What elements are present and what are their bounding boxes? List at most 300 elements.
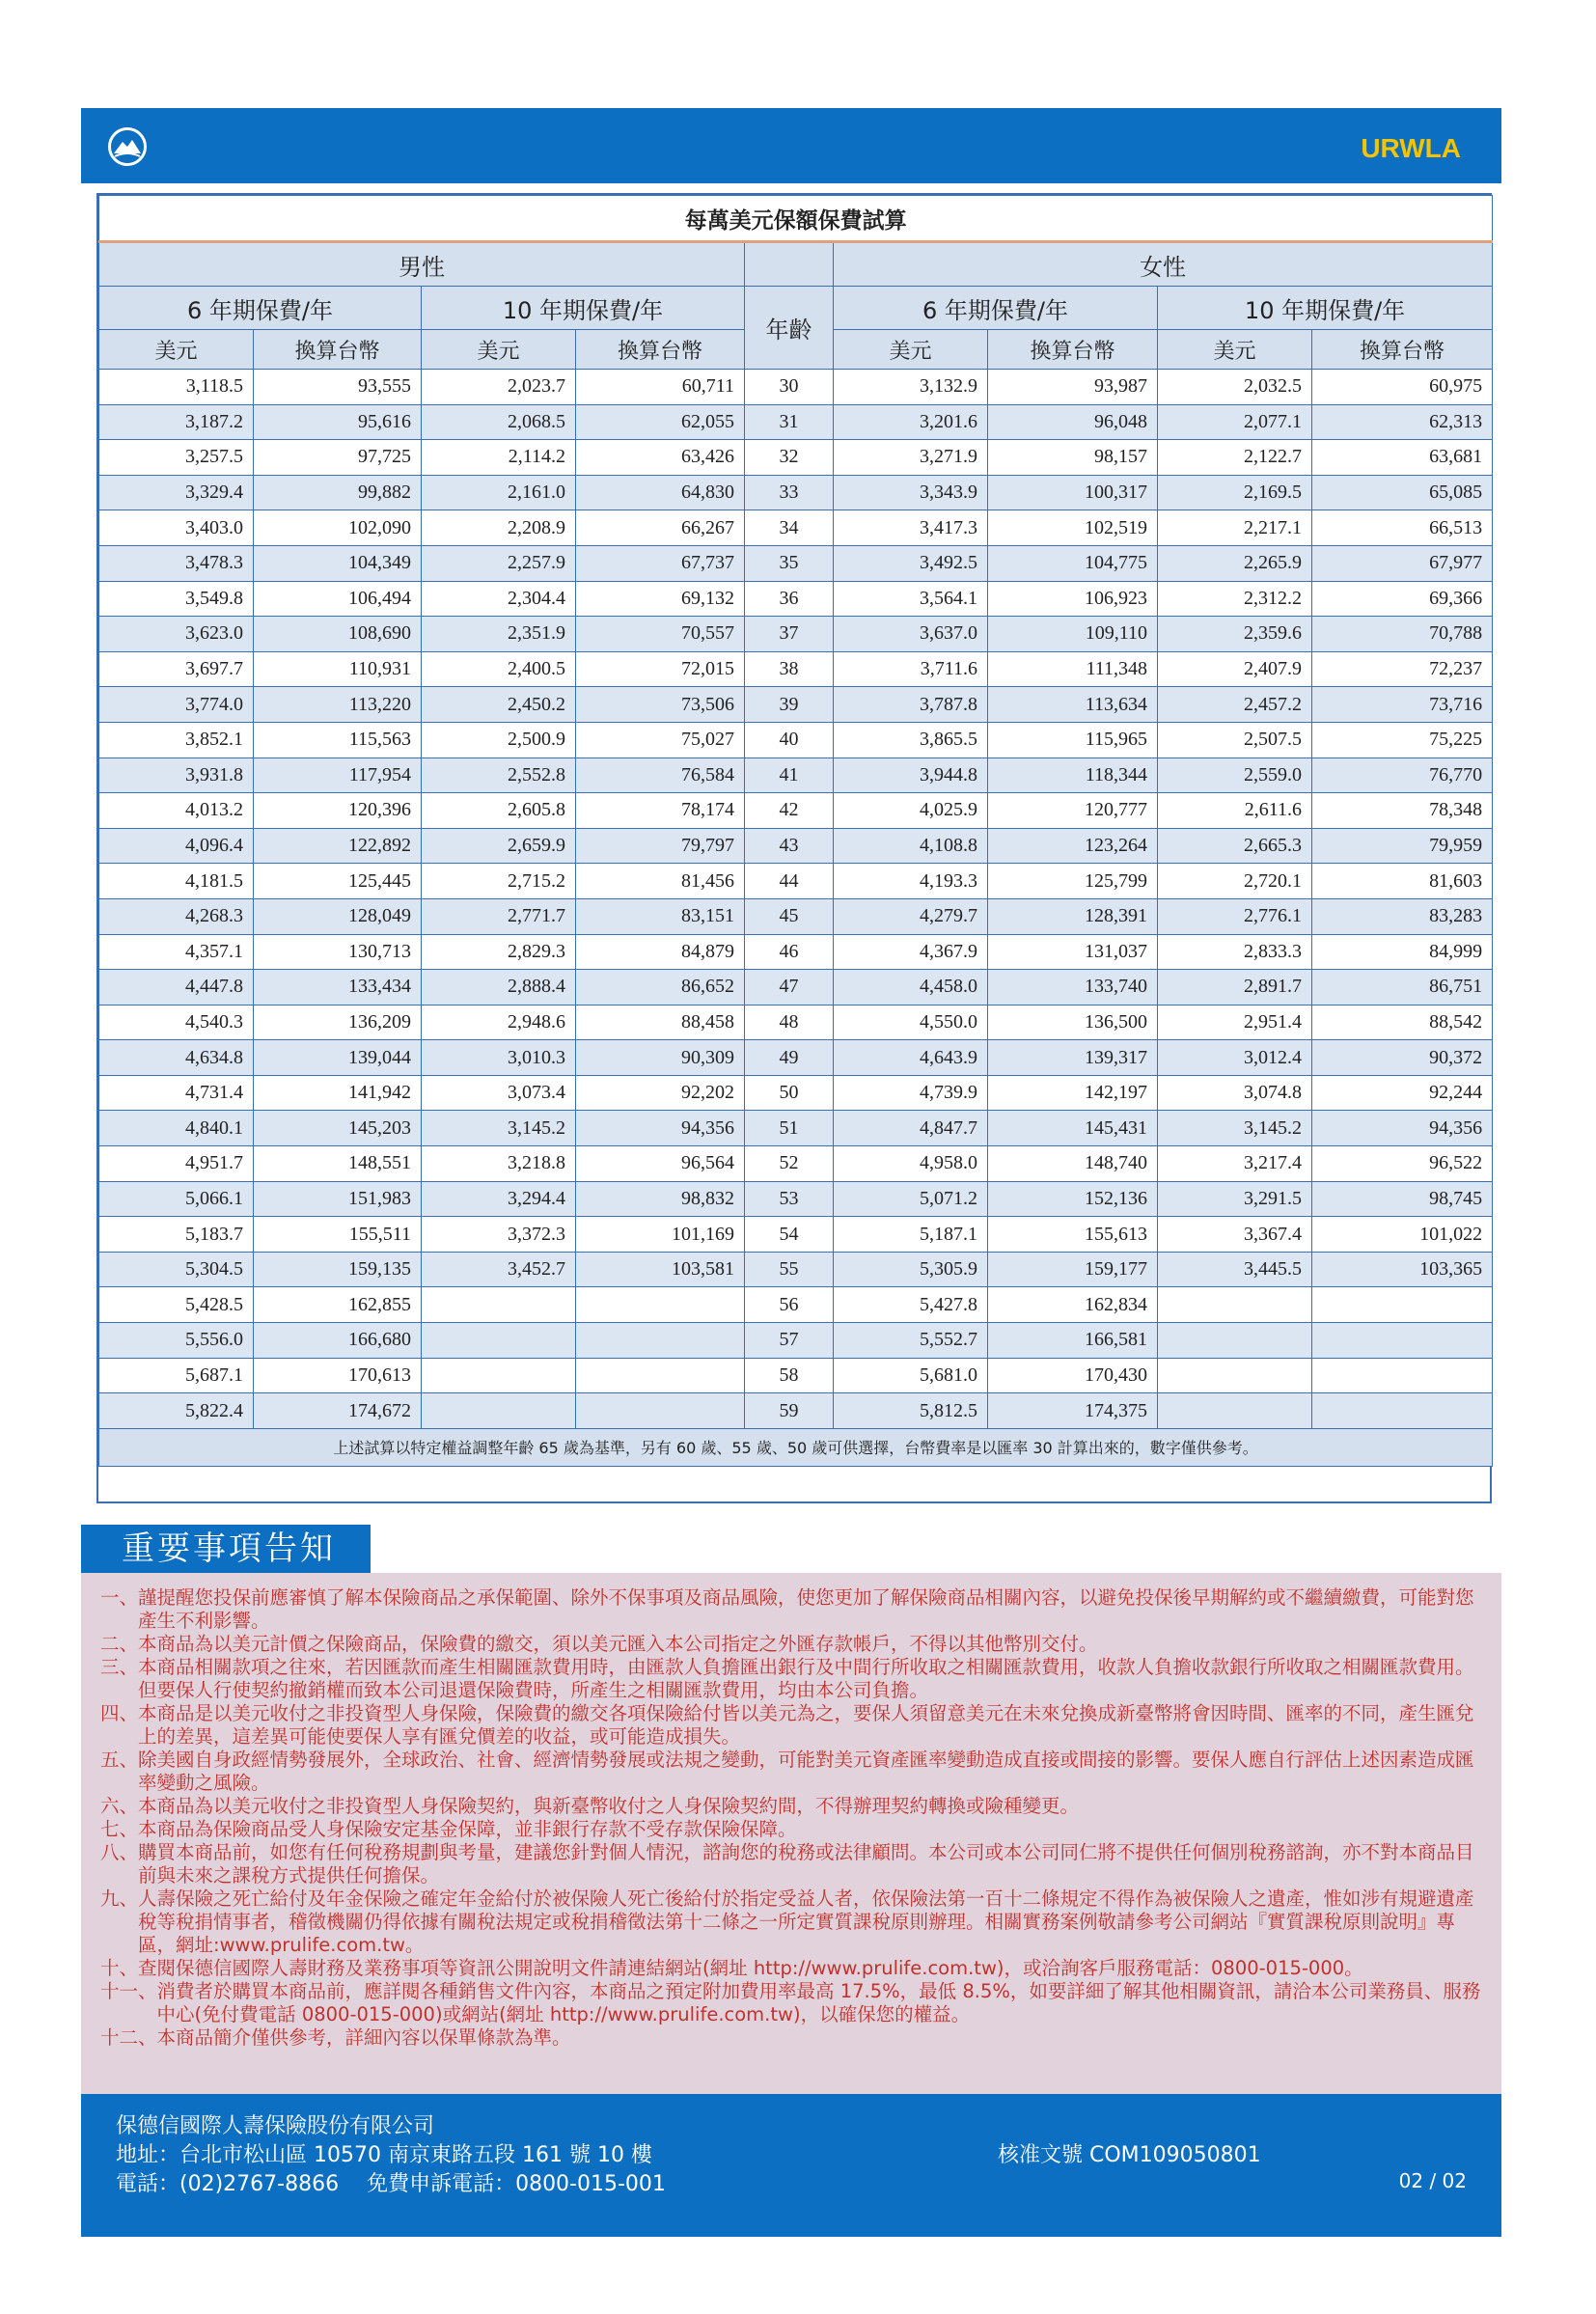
rate-cell: 155,613	[988, 1217, 1158, 1253]
rate-cell: 4,013.2	[99, 793, 254, 829]
age-header: 年齡	[745, 287, 834, 370]
rate-cell: 81,603	[1312, 864, 1493, 899]
rate-cell: 152,136	[988, 1181, 1158, 1217]
table-row	[99, 581, 1493, 617]
rate-cell: 4,268.3	[99, 898, 254, 934]
rate-cell: 3,187.2	[99, 404, 254, 440]
age-cell: 53	[745, 1181, 834, 1217]
rate-cell: 3,201.6	[834, 404, 988, 440]
age-cell: 37	[745, 617, 834, 652]
age-cell: 55	[745, 1252, 834, 1287]
rate-cell: 3,417.3	[834, 510, 988, 546]
notice-item-text: 本商品簡介僅供參考，詳細內容以保單條款為準。	[156, 2026, 571, 2049]
rate-cell: 111,348	[988, 651, 1158, 687]
rate-cell: 4,739.9	[834, 1075, 988, 1111]
female-term10-header: 10 年期保費/年	[1158, 287, 1493, 330]
table-note: 上述試算以特定權益調整年齡 65 歲為基準，另有 60 歲、55 歲、50 歲可供選擇，台幣費率是以匯率 30 計算出來的，數字僅供參考。	[99, 1428, 1493, 1466]
rate-cell: 2,450.2	[422, 687, 576, 723]
rate-cell: 69,132	[576, 581, 745, 617]
rate-cell: 2,161.0	[422, 475, 576, 510]
female-term6-header: 6 年期保費/年	[834, 287, 1158, 330]
col-twd: 換算台幣	[1312, 330, 1493, 370]
rate-cell: 3,549.8	[99, 581, 254, 617]
approval-number: 核准文號 COM109050801	[998, 2143, 1261, 2167]
age-cell: 34	[745, 510, 834, 546]
rate-cell: 145,203	[254, 1111, 422, 1146]
rate-cell: 170,613	[254, 1358, 422, 1393]
rate-cell: 5,305.9	[834, 1252, 988, 1287]
rate-cell: 104,349	[254, 545, 422, 581]
rate-cell: 5,681.0	[834, 1358, 988, 1393]
notice-item	[100, 1586, 1482, 1633]
rate-cell: 3,445.5	[1158, 1252, 1312, 1287]
rate-cell: 145,431	[988, 1111, 1158, 1146]
age-cell: 52	[745, 1146, 834, 1182]
rate-cell: 63,426	[576, 440, 745, 476]
rate-cell: 83,283	[1312, 898, 1493, 934]
notice-item	[100, 1818, 1482, 1841]
rate-cell: 70,557	[576, 617, 745, 652]
rate-cell: 3,478.3	[99, 545, 254, 581]
rate-cell: 4,447.8	[99, 970, 254, 1005]
notice-title: 重要事項告知	[81, 1525, 371, 1573]
rate-cell	[1158, 1323, 1312, 1359]
rate-cell: 101,022	[1312, 1217, 1493, 1253]
rate-cell: 63,681	[1312, 440, 1493, 476]
rate-cell: 139,044	[254, 1040, 422, 1076]
notice-item-text: 人壽保險之死亡給付及年金保險之確定年金給付於被保險人死亡後給付於指定受益人者，依保險法第一百十二條規定不得作為被保險人之遺產，惟如涉有規避遺產稅等稅捐情事者，稽徵機關仍得依據有關稅法規定或稅捐稽徵法第十二條之一所定實質課稅原則辦理。相關實務案例敬請參考公司網站『實質課稅原則說明』專區，網址:www.prulife.com.tw。	[138, 1887, 1474, 1956]
age-cell: 49	[745, 1040, 834, 1076]
rate-cell: 2,507.5	[1158, 722, 1312, 758]
male-term10-header: 10 年期保費/年	[422, 287, 745, 330]
age-cell: 51	[745, 1111, 834, 1146]
rate-cell: 2,833.3	[1158, 934, 1312, 970]
rate-cell: 148,740	[988, 1146, 1158, 1182]
table-row	[99, 1217, 1493, 1253]
age-cell: 38	[745, 651, 834, 687]
product-code: URWLA	[1361, 133, 1461, 163]
table-row	[99, 898, 1493, 934]
rate-cell: 5,428.5	[99, 1287, 254, 1323]
notice-item-number: 十一、	[100, 1980, 157, 2002]
rate-cell	[422, 1393, 576, 1429]
rate-cell: 2,611.6	[1158, 793, 1312, 829]
table-row	[99, 404, 1493, 440]
rate-cell: 4,634.8	[99, 1040, 254, 1076]
rate-cell: 166,680	[254, 1323, 422, 1359]
rate-cell: 76,584	[576, 758, 745, 793]
rate-cell: 103,365	[1312, 1252, 1493, 1287]
rate-cell: 122,892	[254, 828, 422, 864]
notice-item	[100, 1633, 1482, 1656]
rate-cell: 4,550.0	[834, 1005, 988, 1040]
rate-cell: 65,085	[1312, 475, 1493, 510]
notice-item	[100, 1656, 1482, 1702]
notice-item-number: 八、	[100, 1841, 139, 1863]
rate-cell: 2,605.8	[422, 793, 576, 829]
rate-cell: 3,865.5	[834, 722, 988, 758]
rate-cell: 151,983	[254, 1181, 422, 1217]
notice-item-number: 四、	[100, 1702, 139, 1724]
rate-cell: 104,775	[988, 545, 1158, 581]
notice-box	[81, 1573, 1501, 2094]
rate-cell: 128,049	[254, 898, 422, 934]
table-row	[99, 545, 1493, 581]
table-row	[99, 651, 1493, 687]
notice-item-text: 本商品為保險商品受人身保險安定基金保障，並非銀行存款不受存款保險保障。	[138, 1818, 797, 1840]
age-cell: 31	[745, 404, 834, 440]
table-row	[99, 1393, 1493, 1429]
rate-cell: 3,073.4	[422, 1075, 576, 1111]
rate-cell: 4,731.4	[99, 1075, 254, 1111]
notice-item-number: 十、	[100, 1957, 139, 1979]
table-row	[99, 1358, 1493, 1393]
rate-cell: 3,343.9	[834, 475, 988, 510]
rate-cell: 3,564.1	[834, 581, 988, 617]
rate-cell: 106,923	[988, 581, 1158, 617]
col-twd: 換算台幣	[254, 330, 422, 370]
rate-cell	[576, 1287, 745, 1323]
rate-cell: 88,458	[576, 1005, 745, 1040]
age-cell: 59	[745, 1393, 834, 1429]
rate-cell: 79,959	[1312, 828, 1493, 864]
rate-cell: 141,942	[254, 1075, 422, 1111]
male-header: 男性	[99, 242, 745, 287]
rate-cell: 110,931	[254, 651, 422, 687]
rate-cell: 79,797	[576, 828, 745, 864]
rate-cell: 2,351.9	[422, 617, 576, 652]
prudential-rock-icon	[108, 127, 147, 166]
rate-cell: 4,108.8	[834, 828, 988, 864]
rate-cell: 133,740	[988, 970, 1158, 1005]
notice-item-text: 本商品為以美元收付之非投資型人身保險契約，與新臺幣收付之人身保險契約間，不得辦理契約轉換或險種變更。	[138, 1795, 1080, 1817]
rate-cell: 2,891.7	[1158, 970, 1312, 1005]
table-row	[99, 864, 1493, 899]
rate-cell: 96,048	[988, 404, 1158, 440]
rate-cell: 5,071.2	[834, 1181, 988, 1217]
rate-cell: 4,367.9	[834, 934, 988, 970]
age-cell: 36	[745, 581, 834, 617]
rate-cell: 2,077.1	[1158, 404, 1312, 440]
col-usd: 美元	[1158, 330, 1312, 370]
rate-cell: 81,456	[576, 864, 745, 899]
rate-cell: 133,434	[254, 970, 422, 1005]
rate-cell: 2,457.2	[1158, 687, 1312, 723]
notice-item	[100, 1841, 1482, 1887]
age-cell: 47	[745, 970, 834, 1005]
rate-cell: 3,217.4	[1158, 1146, 1312, 1182]
rate-cell: 84,879	[576, 934, 745, 970]
rate-cell: 5,687.1	[99, 1358, 254, 1393]
rate-cell	[1158, 1393, 1312, 1429]
table-row	[99, 1323, 1493, 1359]
rate-cell	[1158, 1358, 1312, 1393]
rate-cell: 123,264	[988, 828, 1158, 864]
rate-cell: 2,659.9	[422, 828, 576, 864]
rate-cell: 3,931.8	[99, 758, 254, 793]
rate-cell: 115,965	[988, 722, 1158, 758]
rate-cell: 90,372	[1312, 1040, 1493, 1076]
table-row	[99, 828, 1493, 864]
age-cell: 42	[745, 793, 834, 829]
rate-cell: 3,787.8	[834, 687, 988, 723]
table-row	[99, 793, 1493, 829]
rate-cell: 136,500	[988, 1005, 1158, 1040]
table-row	[99, 510, 1493, 546]
col-usd: 美元	[834, 330, 988, 370]
rate-cell: 93,555	[254, 370, 422, 405]
rate-cell	[576, 1393, 745, 1429]
col-twd: 換算台幣	[988, 330, 1158, 370]
table-row	[99, 1040, 1493, 1076]
col-usd: 美元	[99, 330, 254, 370]
age-cell: 50	[745, 1075, 834, 1111]
rate-cell: 86,652	[576, 970, 745, 1005]
notice-item-text: 購買本商品前，如您有任何稅務規劃與考量，建議您針對個人情況，諮詢您的稅務或法律顧問。本公司或本公司同仁將不提供任何個別稅務諮詢，亦不對本商品目前與未來之課稅方式提供任何擔保。	[138, 1841, 1474, 1887]
rate-cell: 60,711	[576, 370, 745, 405]
notice-item-text: 本商品相關款項之往來，若因匯款而產生相關匯款費用時，由匯款人負擔匯出銀行及中間行所收取之相關匯款費用，收款人負擔收款銀行所收取之相關匯款費用。但要保人行使契約撤銷權而致本公司退還保險費時，所產生之相關匯款費用，均由本公司負擔。	[138, 1656, 1474, 1701]
company-phone: 電話：(02)2767-8866 免費申訴電話：0800-015-001	[116, 2172, 666, 2196]
rate-cell: 78,174	[576, 793, 745, 829]
rate-cell: 90,309	[576, 1040, 745, 1076]
rate-cell: 69,366	[1312, 581, 1493, 617]
rate-cell: 102,519	[988, 510, 1158, 546]
notice-item	[100, 1795, 1482, 1818]
rate-cell: 108,690	[254, 617, 422, 652]
rate-cell	[422, 1358, 576, 1393]
rate-cell: 64,830	[576, 475, 745, 510]
rate-cell: 101,169	[576, 1217, 745, 1253]
table-row	[99, 475, 1493, 510]
rate-cell: 162,834	[988, 1287, 1158, 1323]
rate-cell: 2,257.9	[422, 545, 576, 581]
page-footer	[81, 2094, 1501, 2237]
rate-cell: 139,317	[988, 1040, 1158, 1076]
rate-cell: 125,445	[254, 864, 422, 899]
rate-cell: 3,623.0	[99, 617, 254, 652]
rate-cell: 4,181.5	[99, 864, 254, 899]
table-title: 每萬美元保額保費試算	[99, 196, 1493, 242]
rate-cell: 96,522	[1312, 1146, 1493, 1182]
age-cell: 44	[745, 864, 834, 899]
rate-cell: 3,452.7	[422, 1252, 576, 1287]
rate-cell: 106,494	[254, 581, 422, 617]
rate-cell: 2,407.9	[1158, 651, 1312, 687]
age-cell: 48	[745, 1005, 834, 1040]
rate-cell: 174,672	[254, 1393, 422, 1429]
rate-cell: 92,202	[576, 1075, 745, 1111]
rate-cell	[1312, 1393, 1493, 1429]
notice-item-number: 七、	[100, 1818, 139, 1840]
rate-cell: 5,822.4	[99, 1393, 254, 1429]
page-header	[81, 108, 1501, 183]
age-cell: 41	[745, 758, 834, 793]
rate-cell: 125,799	[988, 864, 1158, 899]
rate-cell: 2,720.1	[1158, 864, 1312, 899]
table-row	[99, 934, 1493, 970]
rate-cell: 100,317	[988, 475, 1158, 510]
rate-cell: 4,025.9	[834, 793, 988, 829]
table-row	[99, 1181, 1493, 1217]
rate-cell: 4,540.3	[99, 1005, 254, 1040]
rate-cell: 94,356	[576, 1111, 745, 1146]
table-row	[99, 617, 1493, 652]
age-cell: 57	[745, 1323, 834, 1359]
rate-cell: 117,954	[254, 758, 422, 793]
notice-item	[100, 1957, 1482, 1980]
rate-cell: 2,559.0	[1158, 758, 1312, 793]
rate-cell: 5,427.8	[834, 1287, 988, 1323]
company-address: 地址：台北市松山區 10570 南京東路五段 161 號 10 樓	[116, 2143, 652, 2167]
rate-cell: 98,157	[988, 440, 1158, 476]
notice-item-number: 十二、	[100, 2026, 157, 2049]
rate-cell: 97,725	[254, 440, 422, 476]
age-cell: 43	[745, 828, 834, 864]
rate-cell: 3,697.7	[99, 651, 254, 687]
rate-cell: 128,391	[988, 898, 1158, 934]
rate-cell: 66,513	[1312, 510, 1493, 546]
rate-cell: 2,304.4	[422, 581, 576, 617]
rate-cell: 4,840.1	[99, 1111, 254, 1146]
col-usd: 美元	[422, 330, 576, 370]
rate-cell: 2,771.7	[422, 898, 576, 934]
rate-cell: 120,396	[254, 793, 422, 829]
rate-cell: 3,218.8	[422, 1146, 576, 1182]
rate-cell: 174,375	[988, 1393, 1158, 1429]
rate-cell: 70,788	[1312, 617, 1493, 652]
rate-cell: 159,177	[988, 1252, 1158, 1287]
table-row	[99, 1146, 1493, 1182]
notice-item-number: 一、	[100, 1586, 139, 1609]
rate-cell	[422, 1287, 576, 1323]
page-number: 02 / 02	[1398, 2169, 1467, 2192]
rate-cell: 109,110	[988, 617, 1158, 652]
rate-cell: 3,492.5	[834, 545, 988, 581]
age-cell: 33	[745, 475, 834, 510]
col-twd: 換算台幣	[576, 330, 745, 370]
rate-cell: 4,958.0	[834, 1146, 988, 1182]
rate-cell: 4,643.9	[834, 1040, 988, 1076]
age-cell: 30	[745, 370, 834, 405]
rate-cell: 4,279.7	[834, 898, 988, 934]
notice-item-number: 五、	[100, 1749, 139, 1771]
rate-cell: 98,745	[1312, 1181, 1493, 1217]
age-spacer	[745, 242, 834, 287]
rate-cell: 2,400.5	[422, 651, 576, 687]
rate-cell: 2,265.9	[1158, 545, 1312, 581]
rate-cell: 72,237	[1312, 651, 1493, 687]
table-row	[99, 370, 1493, 405]
rate-cell	[576, 1323, 745, 1359]
table-row	[99, 722, 1493, 758]
rate-cell: 62,055	[576, 404, 745, 440]
table-row	[99, 1252, 1493, 1287]
rate-cell: 2,665.3	[1158, 828, 1312, 864]
rate-cell: 148,551	[254, 1146, 422, 1182]
rate-cell: 2,888.4	[422, 970, 576, 1005]
age-cell: 32	[745, 440, 834, 476]
rate-cell: 78,348	[1312, 793, 1493, 829]
rate-cell: 72,015	[576, 651, 745, 687]
rate-cell: 4,096.4	[99, 828, 254, 864]
rate-cell: 3,774.0	[99, 687, 254, 723]
rate-cell: 3,118.5	[99, 370, 254, 405]
rate-cell	[576, 1358, 745, 1393]
rate-cell: 5,552.7	[834, 1323, 988, 1359]
rate-cell: 162,855	[254, 1287, 422, 1323]
rate-cell: 3,637.0	[834, 617, 988, 652]
rate-cell: 2,032.5	[1158, 370, 1312, 405]
rate-cell: 76,770	[1312, 758, 1493, 793]
notice-item	[100, 1749, 1482, 1795]
rate-cell: 2,715.2	[422, 864, 576, 899]
notice-item	[100, 1702, 1482, 1749]
rate-cell: 86,751	[1312, 970, 1493, 1005]
rate-cell: 2,829.3	[422, 934, 576, 970]
rate-cell: 75,225	[1312, 722, 1493, 758]
rate-cell	[422, 1323, 576, 1359]
rate-cell: 93,987	[988, 370, 1158, 405]
table-row	[99, 1111, 1493, 1146]
rate-cell: 131,037	[988, 934, 1158, 970]
table-row	[99, 1005, 1493, 1040]
age-cell: 56	[745, 1287, 834, 1323]
rate-cell: 5,304.5	[99, 1252, 254, 1287]
rate-cell: 94,356	[1312, 1111, 1493, 1146]
rate-cell: 142,197	[988, 1075, 1158, 1111]
rate-cell: 2,169.5	[1158, 475, 1312, 510]
table-row	[99, 1075, 1493, 1111]
rate-cell: 3,852.1	[99, 722, 254, 758]
rate-cell: 96,564	[576, 1146, 745, 1182]
rate-cell: 5,556.0	[99, 1323, 254, 1359]
rate-cell: 5,812.5	[834, 1393, 988, 1429]
notice-item-number: 六、	[100, 1795, 139, 1817]
rate-cell: 5,187.1	[834, 1217, 988, 1253]
rate-cell: 98,832	[576, 1181, 745, 1217]
rate-cell: 118,344	[988, 758, 1158, 793]
rate-cell: 2,552.8	[422, 758, 576, 793]
premium-table	[96, 193, 1492, 1503]
rate-cell	[1312, 1358, 1493, 1393]
notice-item-text: 消費者於購買本商品前，應詳閱各種銷售文件內容，本商品之預定附加費用率最高 17.5%，最低 8.5%，如要詳細了解其他相關資訊，請洽本公司業務員、服務中心(免付費電話 0800-015-000)或網站(網址 http://www.prulife.com.tw)，以確保您的權益。	[156, 1980, 1481, 2025]
rate-cell: 3,012.4	[1158, 1040, 1312, 1076]
rate-cell: 66,267	[576, 510, 745, 546]
age-cell: 40	[745, 722, 834, 758]
rate-cell: 170,430	[988, 1358, 1158, 1393]
rate-cell: 75,027	[576, 722, 745, 758]
rate-cell: 155,511	[254, 1217, 422, 1253]
notice-item-number: 二、	[100, 1633, 139, 1655]
age-cell: 58	[745, 1358, 834, 1393]
rate-cell: 120,777	[988, 793, 1158, 829]
rate-cell: 88,542	[1312, 1005, 1493, 1040]
notice-item	[100, 2026, 1482, 2050]
rate-cell: 3,145.2	[1158, 1111, 1312, 1146]
rate-cell: 67,737	[576, 545, 745, 581]
rate-cell: 113,220	[254, 687, 422, 723]
notice-item-text: 查閱保德信國際人壽財務及業務事項等資訊公開說明文件請連結網站(網址 http://www.prulife.com.tw)，或洽詢客戶服務電話：0800-015-000。	[138, 1957, 1363, 1979]
age-cell: 46	[745, 934, 834, 970]
table-row	[99, 1287, 1493, 1323]
rate-cell: 2,068.5	[422, 404, 576, 440]
rate-cell: 2,023.7	[422, 370, 576, 405]
rate-cell: 3,403.0	[99, 510, 254, 546]
rate-cell: 2,500.9	[422, 722, 576, 758]
rate-cell: 3,367.4	[1158, 1217, 1312, 1253]
table-row	[99, 758, 1493, 793]
rate-cell: 3,257.5	[99, 440, 254, 476]
